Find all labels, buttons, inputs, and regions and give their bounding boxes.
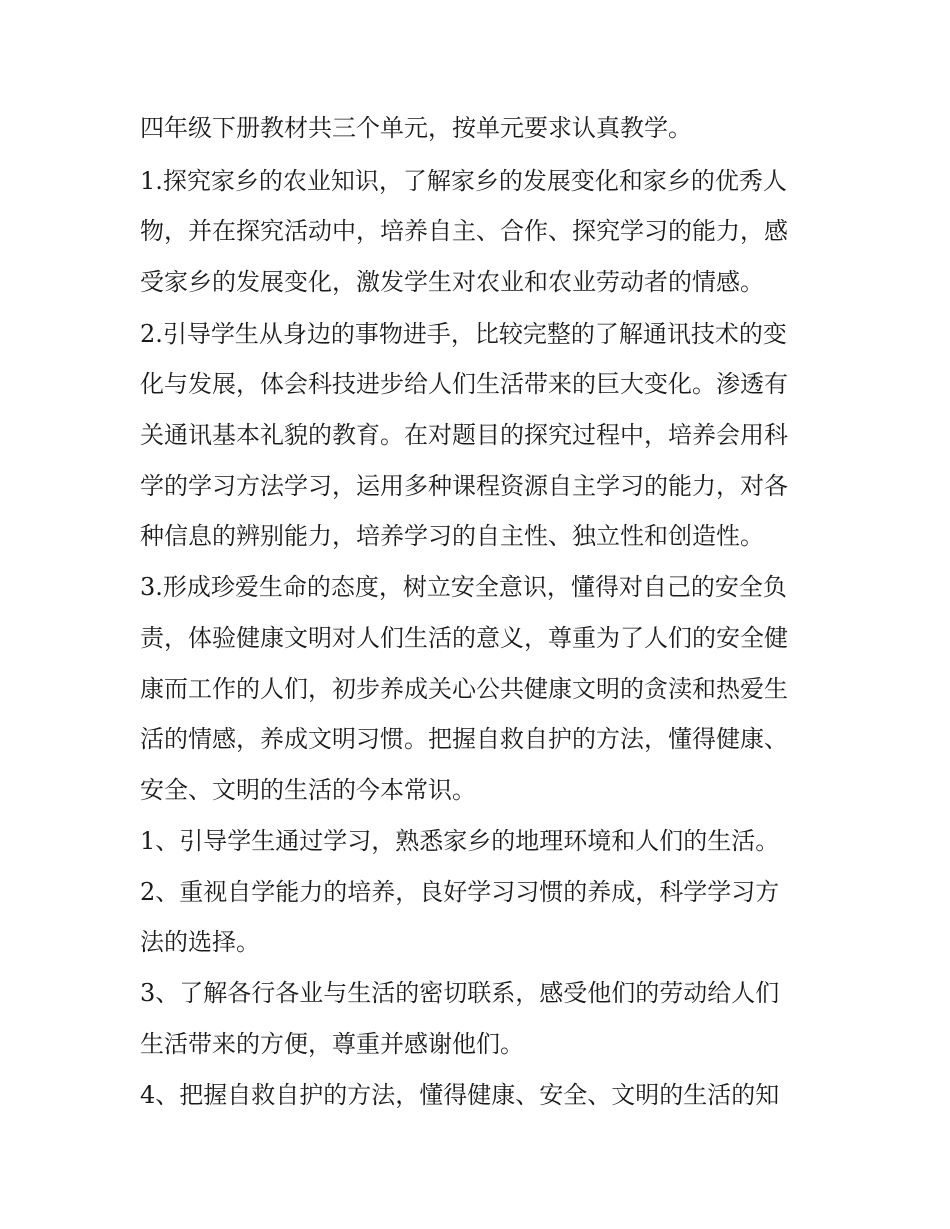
text-line: 1、引导学生通过学习，熟悉家乡的地理环境和人们的生活。 xyxy=(140,827,780,855)
text-line: 3.形成珍爱生命的态度，树立安全意识，懂得对自己的安全负 xyxy=(140,573,787,601)
text-line: 2.引导学生从身边的事物进手，比较完整的了解通讯技术的变 xyxy=(140,320,787,348)
text-line: 4、把握自救自护的方法，懂得健康、安全、文明的生活的知 xyxy=(140,1081,780,1109)
text-line: 3、了解各行各业与生活的密切联系，感受他们的劳动给人们 xyxy=(140,979,780,1007)
text-line: 康而工作的人们，初步养成关心公共健康文明的贪渎和热爱生 xyxy=(140,675,788,703)
text-line: 化与发展，体会科技进步给人们生活带来的巨大变化。渗透有 xyxy=(140,370,788,398)
text-line: 学的学习方法学习，运用多种课程资源自主学习的能力，对各 xyxy=(140,472,788,500)
text-line: 物，并在探究活动中，培养自主、合作、探究学习的能力，感 xyxy=(140,217,788,245)
text-line: 1.探究家乡的农业知识，了解家乡的发展变化和家乡的优秀人 xyxy=(140,167,787,195)
text-line: 四年级下册教材共三个单元，按单元要求认真教学。 xyxy=(140,114,692,142)
text-line: 安全、文明的生活的今本常识。 xyxy=(140,776,476,804)
text-line: 法的选择。 xyxy=(140,928,260,956)
text-line: 生活带来的方便，尊重并感谢他们。 xyxy=(140,1030,524,1058)
text-line: 责，体验健康文明对人们生活的意义，尊重为了人们的安全健 xyxy=(140,624,788,652)
text-line: 关通讯基本礼貌的教育。在对题目的探究过程中，培养会用科 xyxy=(140,421,788,449)
text-line: 活的情感，养成文明习惯。把握自救自护的方法，懂得健康、 xyxy=(140,725,788,753)
text-line: 2、重视自学能力的培养，良好学习习惯的养成，科学学习方 xyxy=(140,878,780,906)
text-line: 种信息的辨别能力，培养学习的自主性、独立性和创造性。 xyxy=(140,522,764,550)
text-line: 受家乡的发展变化，激发学生对农业和农业劳动者的情感。 xyxy=(140,268,764,296)
